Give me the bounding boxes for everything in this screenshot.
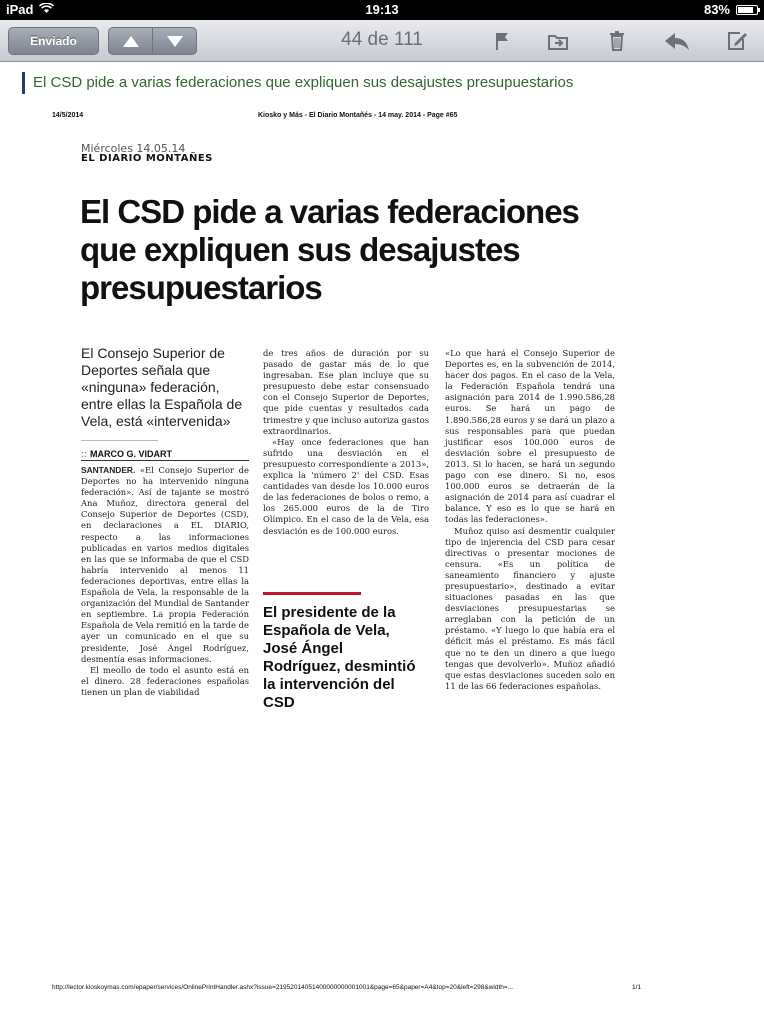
- author-name: MARCO G. VIDART: [90, 449, 172, 459]
- flag-icon[interactable]: [489, 29, 515, 53]
- next-message-button[interactable]: [152, 28, 196, 54]
- battery-fill: [738, 7, 753, 13]
- dateline: SANTANDER.: [81, 465, 136, 475]
- newspaper-name: EL DIARIO MONTAÑES: [81, 153, 213, 164]
- article-subheadline: El Consejo Superior de Deportes señala que «ninguna» federación, entre ellas la Española de Vela, está «intervenida»: [81, 345, 243, 429]
- previous-message-button[interactable]: [109, 28, 152, 54]
- battery-icon: [736, 5, 758, 15]
- subject-text: El CSD pide a varias federaciones que expliquen sus desajustes presupuestarios: [33, 74, 574, 91]
- paragraph: de tres años de duración por su pasado de gastar más de lo que ingresaban. Ese plan incluye que su presupuesto debe estar consensuado con el Consejo Superior de Deportes, que pide cuentas y resultados cada trimestre y que incluso autoriza gastos extraordinarios.: [263, 348, 429, 436]
- paragraph: «Hay once federaciones que han sufrido una desviación en el presupuesto correspondiente a 2013», explica la 'número 2' del CSD. Esas cantidades van desde los 10.000 euros de las federaciones de bolos o remo, a los 265.000 euros de la de Tiro Olímpico. En el caso de la de Vela, esa desviación es de 100.000 euros.: [263, 436, 429, 536]
- folder-move-icon[interactable]: [545, 29, 571, 53]
- arrow-down-icon: [167, 36, 183, 47]
- trash-icon[interactable]: [604, 29, 630, 53]
- paragraph: [81, 465, 249, 665]
- back-button[interactable]: Enviado: [8, 27, 99, 55]
- print-page-number: 1/1: [632, 984, 642, 991]
- message-counter: 44 de 111: [341, 29, 423, 50]
- article-byline: [81, 449, 249, 461]
- email-subject: [22, 72, 752, 94]
- print-footer-url: http://lector.kioskoymas.com/epaper/services/OnlinePrintHandler.ashx?issue=21952014051400000000001001&page=65&paper=A4&top=20&left=298&width=...: [52, 984, 514, 991]
- article-column-2: [263, 348, 429, 537]
- reply-icon[interactable]: [662, 29, 692, 53]
- byline-marker-icon: ::: [81, 449, 87, 459]
- paragraph: «Lo que hará el Consejo Superior de Deportes es, en la subvención de 2014, hacer dos pagos. En el caso de la Vela, la Federación Española tendrá una asignación para 2014 de 1.990.586,28 euros. Se hará un pago de 1.890.586,28 euros y se dará un plazo a sus responsables para que puedan justificar esos 100.000 euros de desviación sobre el presupuesto de 2013. Si lo hacen, se hará un segundo pago con ese dinero. Si no, esos 100.000 euros se detraerán de la asignación de 2014 para así cuadrar el balance. Y eso es lo que se hará en todas las federaciones».: [445, 348, 615, 525]
- device-name: iPad: [6, 2, 34, 17]
- newspaper-date: Miércoles 14.05.14: [81, 142, 186, 155]
- mail-toolbar: [0, 20, 764, 62]
- clock: 19:13: [365, 2, 399, 17]
- paragraph-text: «El Consejo Superior de Deportes no ha intervenido ninguna federación». Así de tajante se mostró Ana Muñoz, directora general del Consejo Superior de Deportes (CSD), en declaraciones a EL DIARIO, respecto a las informaciones publicadas en varios medios digitales en las que se informaba de que el CSD habría intervenido al menos 11 federaciones deportivas, entre ellas la Española de Vela, la responsable de la organización del Mundial de Santander en septiembre. La propia Federación Española de Vela remitió en la tarde de ayer un comunicado en el que su presidente, José Ángel Rodríguez, desmentía esas informaciones.: [81, 465, 249, 664]
- print-source: Kiosko y Más - El Diario Montañés - 14 may. 2014 - Page #65: [258, 112, 458, 119]
- article-column-1: [81, 465, 249, 698]
- message-navigation: [108, 27, 197, 55]
- article-headline: El CSD pide a varias federaciones que expliquen sus desajustes presupuestarios: [80, 193, 579, 306]
- pull-quote: El presidente de la Española de Vela, José Ángel Rodríguez, desmintió la intervención del CSD: [263, 604, 416, 711]
- divider: [81, 440, 158, 441]
- paragraph: Muñoz quiso así desmentir cualquier tipo de injerencia del CSD para cesar directivas o presentar mociones de censura. «Es un política de saneamiento financiero y ajuste presupuestario», destinado a evitar situaciones pasadas en las que desviaciones presupuestarias se arreglaban con la petición de un préstamo. «Y luego lo que había era el déficit más el préstamo. Es más fácil que no te den un dinero a que luego tengas que devolverlo». Muñoz añadió que estas desviaciones suceden solo en 11 de las 66 federaciones españolas.: [445, 525, 615, 691]
- paragraph: El meollo de todo el asunto está en el dinero. 28 federaciones españolas tienen un plan de viabilidad: [81, 664, 249, 697]
- arrow-up-icon: [123, 36, 139, 47]
- article-column-3: [445, 348, 615, 692]
- battery-percent: 83%: [703, 2, 730, 17]
- print-date: 14/5/2014: [52, 112, 84, 119]
- pull-quote-rule: [263, 592, 361, 595]
- compose-icon[interactable]: [724, 29, 750, 53]
- status-bar: [0, 0, 764, 20]
